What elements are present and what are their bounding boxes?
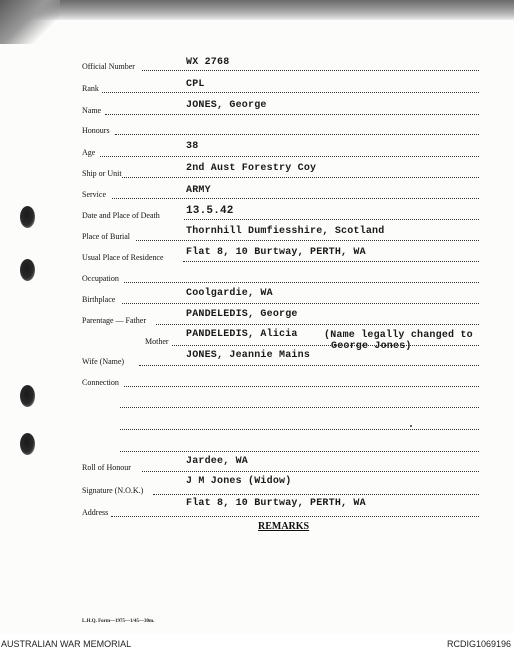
punch-hole-lower <box>20 385 35 407</box>
age-label: Age <box>82 148 96 157</box>
mother-label: Mother <box>145 337 169 346</box>
date-place-death-label: Date and Place of Death <box>82 211 160 220</box>
connection-line-4 <box>120 451 479 452</box>
service-line <box>112 198 479 199</box>
mother-value: PANDELEDIS, Alicia <box>186 329 298 340</box>
father-value: PANDELEDIS, George <box>186 309 298 320</box>
address-value: Flat 8, 10 Burtway, PERTH, WA <box>186 498 366 509</box>
name-label: Name <box>82 106 102 115</box>
official-number-line <box>142 70 479 71</box>
connection-line-3 <box>120 429 479 430</box>
remarks-heading: REMARKS <box>258 521 310 532</box>
signature-line <box>153 494 479 495</box>
ship-unit-label: Ship or Unit <box>82 169 122 178</box>
birthplace-label: Birthplace <box>82 295 116 304</box>
occupation-label: Occupation <box>82 274 119 283</box>
connection-label: Connection <box>82 378 119 387</box>
usual-residence-label: Usual Place of Residence <box>82 253 164 262</box>
birthplace-line <box>122 303 479 304</box>
rank-label: Rank <box>82 84 99 93</box>
official-number-label: Official Number <box>82 62 135 71</box>
place-burial-line <box>136 240 479 241</box>
honours-label: Honours <box>82 126 110 135</box>
service-value: ARMY <box>186 185 211 196</box>
birthplace-value: Coolgardie, WA <box>186 288 273 299</box>
age-line <box>100 156 479 157</box>
scan-edge-shadow <box>0 0 514 20</box>
father-label: Parentage — Father <box>82 316 146 325</box>
institution-name: AUSTRALIAN WAR MEMORIAL <box>1 639 132 649</box>
connection-line <box>124 386 479 387</box>
name-value: JONES, George <box>186 100 267 111</box>
occupation-line <box>124 282 479 283</box>
date-place-death-value: 13.5.42 <box>186 205 234 217</box>
name-line <box>105 114 479 115</box>
father-line <box>156 324 479 325</box>
rank-line <box>102 92 479 93</box>
wife-line <box>139 365 479 366</box>
roll-honour-line <box>142 471 479 472</box>
connection-line-2 <box>120 407 479 408</box>
record-id: RCDIG1069196 <box>446 639 511 649</box>
punch-hole-bottom <box>20 433 35 455</box>
address-line <box>111 516 479 517</box>
mother-note-line2: George Jones) <box>331 341 412 352</box>
place-burial-label: Place of Burial <box>82 232 130 241</box>
ship-unit-value: 2nd Aust Forestry Coy <box>186 163 317 174</box>
mother-line <box>172 345 479 346</box>
signature-label: Signature (N.O.K.) <box>82 486 144 495</box>
scan-corner-shadow <box>0 0 60 44</box>
official-number-value: WX 2768 <box>186 57 230 68</box>
signature-value: J M Jones (Widow) <box>186 476 292 487</box>
service-label: Service <box>82 190 106 199</box>
place-burial-value: Thornhill Dumfiesshire, Scotland <box>186 226 385 237</box>
honours-line <box>115 134 479 135</box>
roll-honour-label: Roll of Honour <box>82 463 131 472</box>
wife-label: Wife (Name) <box>82 357 125 366</box>
mother-note-line1: (Name legally changed to <box>324 330 473 341</box>
ship-unit-line <box>122 177 479 178</box>
punch-hole-upper <box>20 259 35 281</box>
address-label: Address <box>82 508 109 517</box>
age-value: 38 <box>186 141 199 152</box>
usual-residence-value: Flat 8, 10 Burtway, PERTH, WA <box>186 247 366 258</box>
wife-value: JONES, Jeannie Mains <box>186 350 311 361</box>
roll-honour-value: Jardee, WA <box>186 456 249 467</box>
ink-speck <box>410 425 412 427</box>
archive-footer <box>0 634 514 654</box>
rank-value: CPL <box>186 79 205 90</box>
form-code: L.H.Q. Form—1975—1/45—30m. <box>82 619 155 624</box>
punch-hole-top <box>20 206 35 228</box>
date-place-death-line <box>184 219 479 220</box>
usual-residence-line <box>183 261 479 262</box>
